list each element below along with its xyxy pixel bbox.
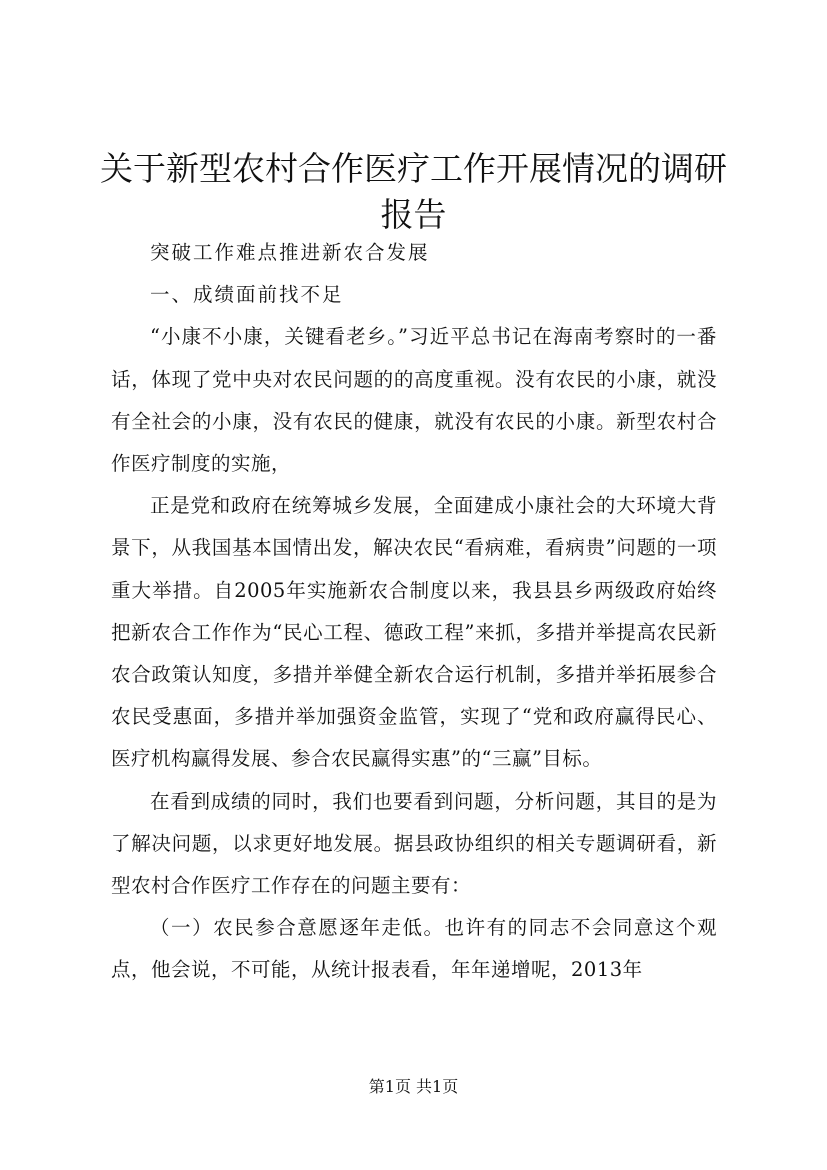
body-paragraph: 正是党和政府在统筹城乡发展，全面建成小康社会的大环境大背景下，从我国基本国情出发，解决农民“看病难，看病贵”问题的一项重大举措。自2005年实施新农合制度以来，我县县乡两级政府始终把新农合工作作为“民心工程、德政工程”来抓，多措并举提高农民新农合政策认知度，多措并举健全新农合运行机制，多措并举拓展参合农民受惠面，多措并举加强资金监管，实现了“党和政府赢得民心、医疗机构赢得发展、参合农民赢得实惠”的“三赢”目标。 — [111, 494, 717, 771]
body-paragraph: “小康不小康，关键看老乡。”习近平总书记在海南考察时的一番话，体现了党中央对农民问题的的高度重视。没有农民的小康，就没有全社会的小康，没有农民的健康，就没有农民的小康。新型农村合作医疗制度的实施， — [111, 325, 717, 476]
document-body — [111, 232, 717, 992]
body-paragraph: 在看到成绩的同时，我们也要看到问题，分析问题，其目的是为了解决问题，以求更好地发展。据县政协组织的相关专题调研看，新型农村合作医疗工作存在的问题主要有： — [111, 789, 717, 898]
section-heading: 一、成绩面前找不足 — [150, 283, 344, 307]
subtitle-paragraph: 突破工作难点推进新农合发展 — [150, 241, 430, 264]
page-footer: 第1页 共1页 — [368, 1077, 459, 1096]
body-paragraph: （一）农民参合意愿逐年走低。也许有的同志不会同意这个观点，他会说，不可能，从统计报表看，年年递增呢，2013年 — [111, 916, 717, 982]
document-title: 关于新型农村合作医疗工作开展情况的调研报告 — [100, 149, 727, 234]
